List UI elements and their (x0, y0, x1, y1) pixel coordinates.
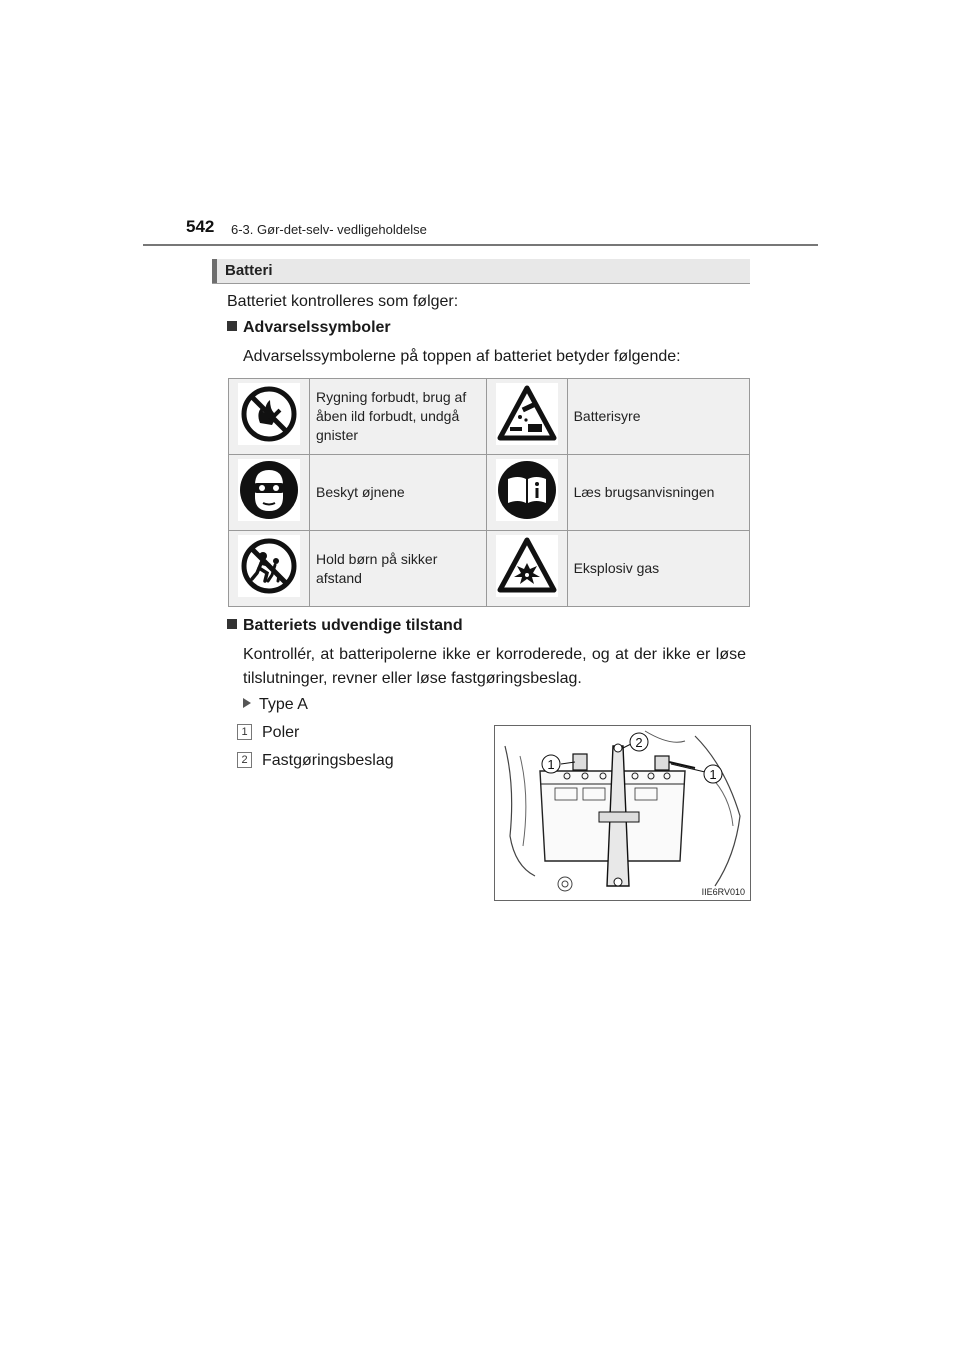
keep-children-away-icon (238, 535, 300, 597)
triangle-bullet-icon (243, 698, 251, 708)
symbol-description: Læs brugsanvisningen (567, 455, 749, 531)
legend-number: 2 (237, 752, 252, 768)
legend-item: 1 Poler (237, 721, 299, 745)
symbol-description: Rygning forbudt, brug af åben ild forbudt, undgå gnister (310, 379, 487, 455)
figure-code: IIE6RV010 (701, 887, 745, 897)
callout-number: 2 (635, 735, 643, 750)
battery-illustration (494, 725, 751, 901)
table-cell (229, 379, 310, 455)
table-row (229, 455, 750, 531)
table-row (229, 379, 750, 455)
symbol-description: Batterisyre (567, 379, 749, 455)
warning-symbols-table (228, 378, 750, 607)
table-cell (229, 531, 310, 607)
warning-symbols-heading: Advarselssymboler (227, 319, 391, 337)
read-manual-icon (496, 459, 558, 521)
legend-item: 2 Fastgøringsbeslag (237, 749, 394, 773)
eye-protection-icon (238, 459, 300, 521)
table-cell (486, 379, 567, 455)
battery-acid-icon (496, 383, 558, 445)
legend-number: 1 (237, 724, 252, 740)
symbol-description: Eksplosiv gas (567, 531, 749, 607)
chapter-title: 6-3. Gør-det-selv- vedligeholdelse (231, 222, 427, 237)
square-bullet-icon (227, 619, 237, 629)
table-cell (229, 455, 310, 531)
no-smoking-icon (238, 383, 300, 445)
intro-text: Batteriet kontrolleres som følger: (227, 293, 459, 310)
type-label: Type A (243, 693, 308, 717)
header-divider (143, 244, 818, 246)
exterior-condition-description: Kontrollér, at batteripolerne ikke er korroderede, og at der ikke er løse tilslutninger, revner eller løse fastgøringsbeslag. (243, 646, 746, 687)
warning-symbols-description: Advarselssymbolerne på toppen af batteriet betyder følgende: (243, 348, 681, 365)
table-cell (486, 455, 567, 531)
table-cell (486, 531, 567, 607)
callout-number: 1 (547, 757, 555, 772)
section-header (212, 259, 750, 284)
callout-number: 1 (709, 767, 717, 782)
section-title: Batteri (225, 262, 273, 279)
exterior-condition-heading: Batteriets udvendige tilstand (227, 617, 463, 635)
square-bullet-icon (227, 321, 237, 331)
explosive-gas-icon (496, 535, 558, 597)
symbol-description: Beskyt øjnene (310, 455, 487, 531)
table-row (229, 531, 750, 607)
symbol-description: Hold børn på sikker afstand (310, 531, 487, 607)
page-number: 542 (186, 217, 215, 236)
section-accent (212, 259, 217, 283)
